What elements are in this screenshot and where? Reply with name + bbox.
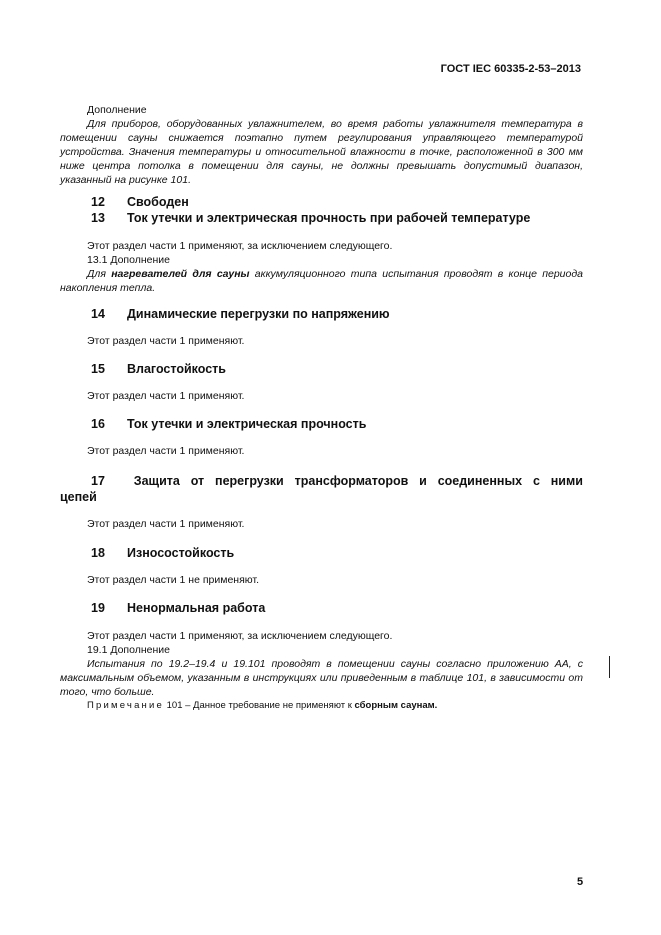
section-16-body [60,444,583,458]
section-12-title: Свободен [127,195,189,209]
section-19-text: Этот раздел части 1 применяют, за исключением следующего. [87,630,393,642]
section-17-word: трансформаторов [294,474,409,488]
section-15-body [60,389,583,403]
intro-label: Дополнение [87,104,147,116]
section-19-number: 19 [91,601,105,615]
section-17-body [60,517,583,531]
document-header: ГОСТ IEC 60335-2-53–2013 [440,63,581,75]
section-16-title: Ток утечки и электрическая прочность [127,417,367,431]
section-18-text: Этот раздел части 1 не применяют. [87,574,259,586]
section-19-note [60,699,583,713]
section-17-text: Этот раздел части 1 применяют. [87,518,245,530]
section-17-title-tail: цепей [60,490,97,504]
section-19-body [60,629,583,713]
section-13-1-text [60,267,583,295]
section-13-text: Этот раздел части 1 применяют, за исключением следующего. [87,240,393,252]
section-18-title: Износостойкость [127,546,235,560]
section-15-number: 15 [91,362,105,376]
change-bar [609,656,610,678]
section-17-word: от [190,474,205,488]
section-13-title: Ток утечки и электрическая прочность при рабочей температуре [127,211,531,225]
section-14-number: 14 [91,307,105,321]
intro-block [60,103,583,187]
section-17-word: Защита [133,474,180,488]
section-13-1-post: аккумуляционного типа испытания проводят в конце периода накопления тепла. [60,268,584,294]
section-16-number: 16 [91,417,105,431]
section-17-word: с [532,474,540,488]
section-15-text: Этот раздел части 1 применяют. [87,390,245,402]
section-17-number: 17 [91,474,105,488]
section-13-1-bold: нагревателей для сауны [111,268,250,280]
section-19-title: Ненормальная работа [127,601,266,615]
section-13-1-label: 13.1 Дополнение [87,254,170,266]
section-16-text: Этот раздел части 1 применяют. [87,445,245,457]
section-17-heading [60,473,583,505]
section-13-1-pre: Для [87,268,112,280]
section-19-1-text: Испытания по 19.2–19.4 и 19.101 проводят в помещении сауны согласно приложению АА, с максимальным объемом, указанным в инструкциях или приведенным в таблице 101, в зависимости от того, что больше. [60,658,583,698]
section-14-text: Этот раздел части 1 применяют. [87,335,245,347]
section-17-word: ними [550,474,583,488]
section-18-number: 18 [91,546,105,560]
section-13-body [60,239,583,295]
section-17-word: перегрузки [215,474,284,488]
section-19-1-label: 19.1 Дополнение [87,644,170,656]
section-13-number: 13 [91,211,105,225]
section-15-title: Влагостойкость [127,362,226,376]
section-14-body [60,334,583,348]
note-text: 101 – Данное требование не применяют к [164,700,355,711]
section-17-word: соединенных [437,474,523,488]
section-18-body [60,573,583,587]
section-17-word: и [419,474,427,488]
note-label: Примечание [87,700,164,711]
section-17-title-line [60,473,583,489]
note-bold: сборным саунам. [354,700,438,711]
section-14-title: Динамические перегрузки по напряжению [127,307,390,321]
page-number: 5 [577,876,584,888]
intro-text: Для приборов, оборудованных увлажнителем, во время работы увлажнителя температура в помещении сауны снижается поэтапно путем регулирования управляющего температурой устройства. Значения температуры и относительной влажности в точке, расположенной в 300 мм ниже центра потолка в помещении для сауны, не должны превышать допустимый диапазон, указанный на рисунке 101. [60,118,583,186]
section-12-number: 12 [91,195,105,209]
